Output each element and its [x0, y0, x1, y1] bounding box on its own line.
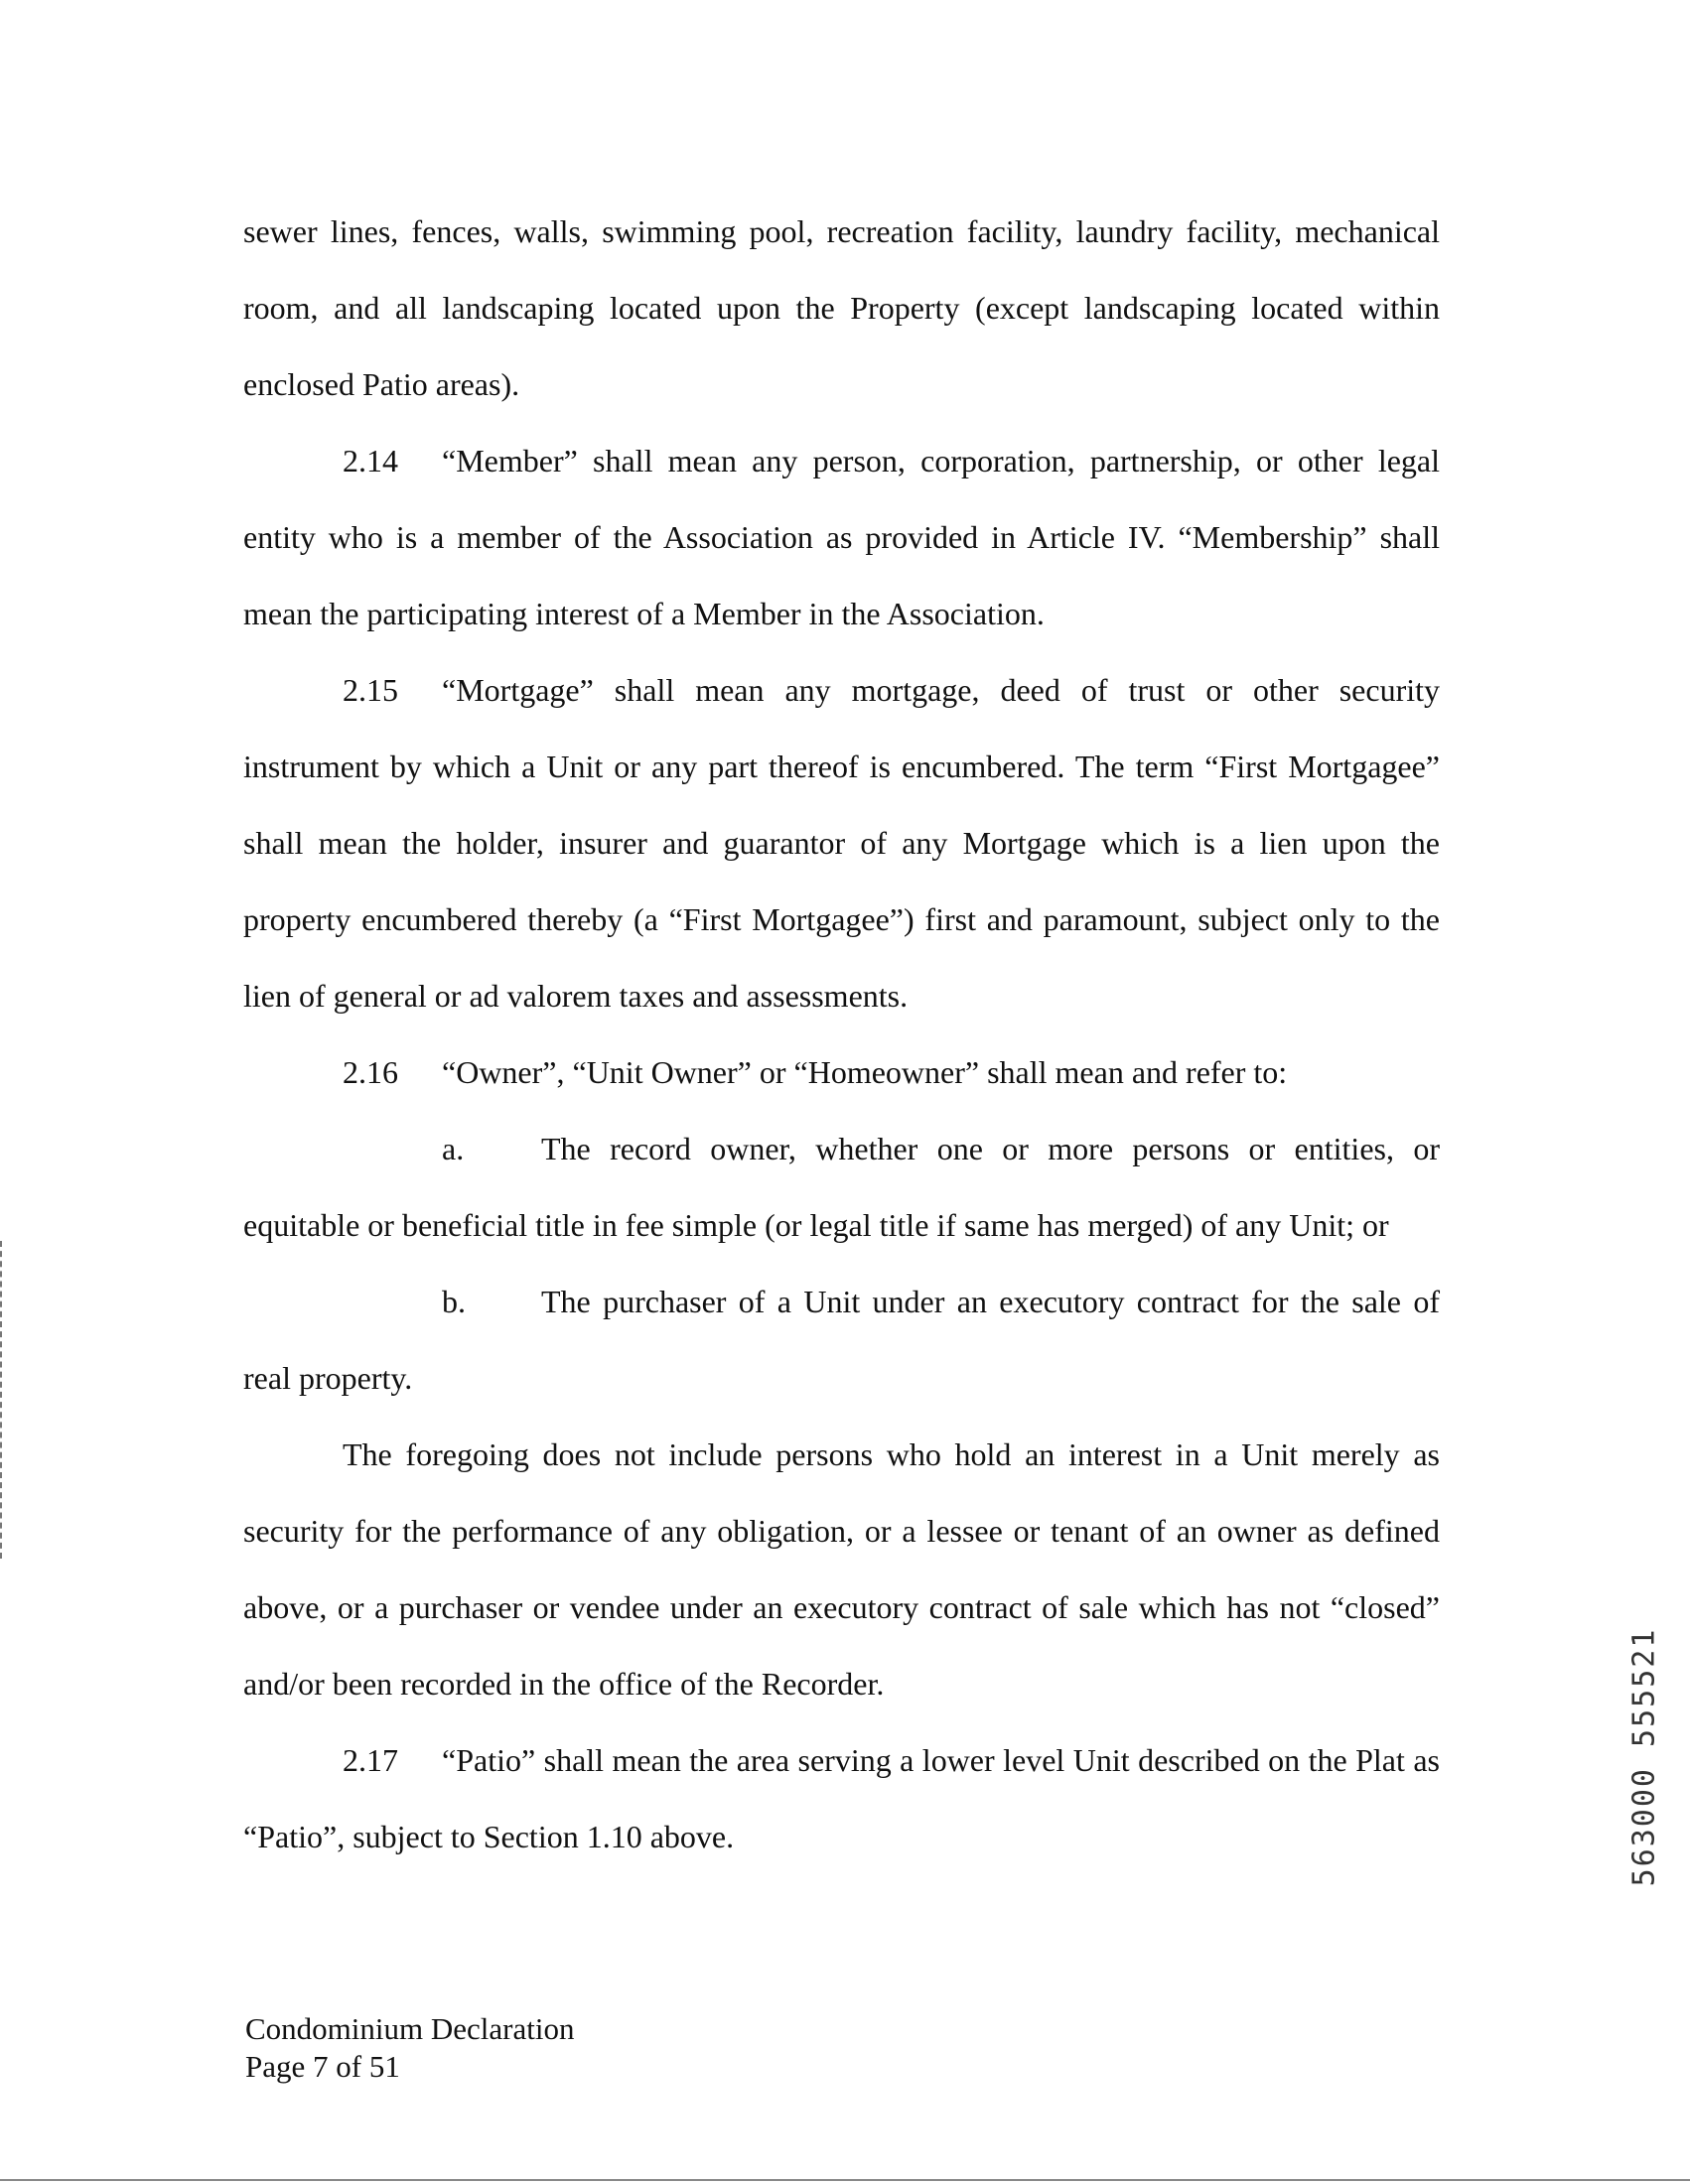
item-text: The record owner, whether one or more persons or entities, or equitable or beneficial title in fee simple (or legal title if same has merged) of any Unit; or: [243, 1131, 1440, 1243]
section-2-16: [243, 1034, 1440, 1111]
section-text: “Owner”, “Unit Owner” or “Homeowner” shall mean and refer to:: [442, 1054, 1288, 1090]
foregoing-paragraph: The foregoing does not include persons who hold an interest in a Unit merely as security for the performance of any obligation, or a lessee or tenant of an owner as defined above, or a purchaser or vendee under an executory contract of sale which has not “closed” and/or been recorded in the office of the Recorder.: [243, 1436, 1440, 1702]
scan-bottom-line: [0, 2179, 1690, 2181]
item-letter: b.: [442, 1284, 466, 1319]
section-2-17: [243, 1722, 1440, 1875]
item-letter: a.: [442, 1131, 465, 1166]
section-2-14: [243, 423, 1440, 652]
section-text: “Member” shall mean any person, corporation, partnership, or other legal entity who is a member of the Association as provided in Article IV. “Membership” shall mean the participating interest of a Member in the Association.: [243, 443, 1440, 631]
document-body: [243, 194, 1440, 1875]
item-text: The purchaser of a Unit under an executory contract for the sale of real property.: [243, 1284, 1440, 1396]
footer-title: Condominium Declaration: [245, 2011, 575, 2046]
page-footer: [245, 2010, 574, 2086]
section-number: 2.15: [343, 672, 398, 708]
section-number: 2.17: [343, 1742, 398, 1778]
section-2-15: [243, 652, 1440, 1034]
section-number: 2.16: [343, 1054, 398, 1090]
section-number: 2.14: [343, 443, 398, 478]
footer-page-number: Page 7 of 51: [245, 2049, 400, 2084]
paragraph-continuation: sewer lines, fences, walls, swimming pool, recreation facility, laundry facility, mechanical room, and all landscaping located upon the Property (except landscaping located within enclosed Patio areas).: [243, 213, 1440, 402]
record-stamp-text: 563000 555521: [1626, 1627, 1662, 1887]
section-2-16-b: [243, 1264, 1440, 1417]
section-text: “Mortgage” shall mean any mortgage, deed of trust or other security instrument by which a Unit or any part thereof is encumbered. The term “First Mortgagee” shall mean the holder, insurer and guarantor of any Mortgage which is a lien upon the property encumbered thereby (a “First Mortgagee”) first and paramount, subject only to the lien of general or ad valorem taxes and assessments.: [243, 672, 1440, 1014]
section-text: “Patio” shall mean the area serving a lower level Unit described on the Plat as “Patio”, subject to Section 1.10 above.: [243, 1742, 1440, 1854]
margin-record-stamp: [1624, 1588, 1664, 1926]
section-2-16-a: [243, 1111, 1440, 1264]
scan-edge-mark: [0, 1241, 5, 1559]
